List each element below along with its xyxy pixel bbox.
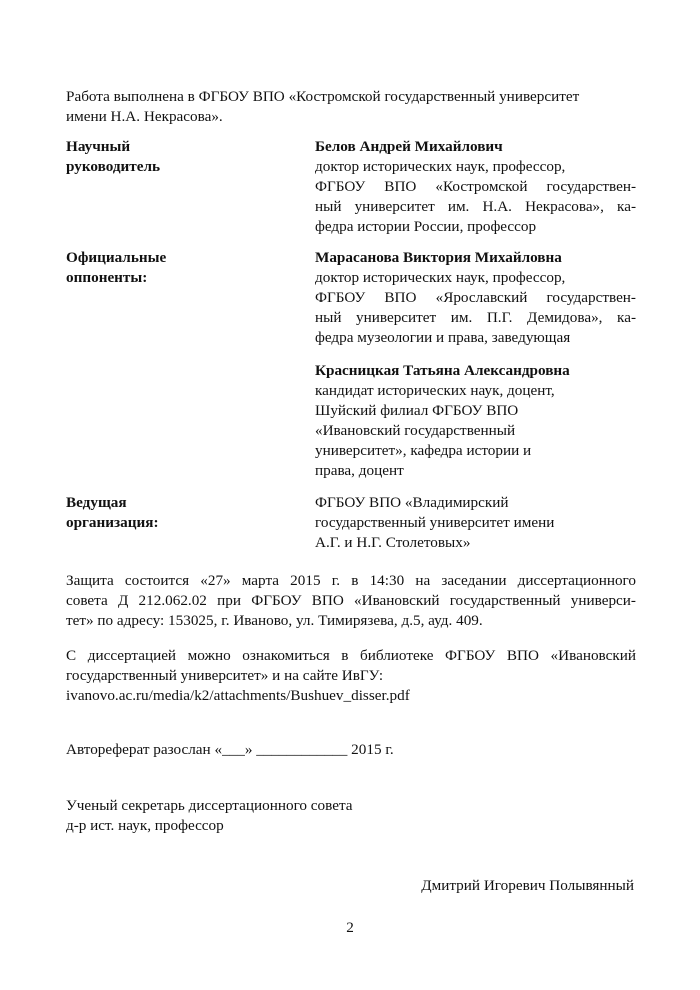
intro-paragraph <box>66 87 636 127</box>
supervisor-info <box>315 137 636 237</box>
page-number: 2 <box>346 919 354 936</box>
lead-org-info <box>315 493 636 553</box>
library-url: ivanovo.ac.ru/media/k2/attachments/Bushuev_disser.pdf <box>66 687 410 704</box>
sent-text: Автореферат разослан «___» ____________ 2015 г. <box>66 741 394 758</box>
sent-line <box>66 740 636 760</box>
opponent-2-info <box>315 361 636 481</box>
supervisor-line: доктор исторических наук, профессор, <box>315 158 566 175</box>
label-line: Научный <box>66 138 131 155</box>
opponent-2-name: Красницкая Татьяна Александровна <box>315 362 570 379</box>
supervisor-line: ный университет им. Н.А. Некрасова», ка- <box>315 198 636 215</box>
defense-line: Защита состоится «27» марта 2015 г. в 14:30 на заседании диссертационного <box>66 572 636 589</box>
opponent-2-line: кандидат исторических наук, доцент, <box>315 382 555 399</box>
defense-line: тет» по адресу: 153025, г. Иваново, ул. Тимирязева, д.5, ауд. 409. <box>66 612 483 629</box>
library-paragraph <box>66 646 636 706</box>
opponent-1-line: доктор исторических наук, профессор, <box>315 269 566 286</box>
opponent-1-info <box>315 248 636 348</box>
label-line: Ведущая <box>66 494 127 511</box>
defense-line: совета Д 212.062.02 при ФГБОУ ВПО «Ивановский государственный универси- <box>66 592 636 609</box>
opponent-2-line: университет», кафедра истории и <box>315 442 532 459</box>
library-line: С диссертацией можно ознакомиться в библиотеке ФГБОУ ВПО «Ивановский <box>66 647 636 664</box>
secretary-block <box>66 796 636 836</box>
label-line: оппоненты: <box>66 269 148 286</box>
opponent-1-line: ный университет им. П.Г. Демидова», ка- <box>315 309 636 326</box>
secretary-title: Ученый секретарь диссертационного совета <box>66 797 353 814</box>
label-line: организация: <box>66 514 159 531</box>
supervisor-line: федра истории России, профессор <box>315 218 537 235</box>
defense-paragraph <box>66 571 636 631</box>
secretary-name: Дмитрий Игоревич Полывянный <box>421 877 634 894</box>
supervisor-line: ФГБОУ ВПО «Костромской государствен- <box>315 178 636 195</box>
lead-org-line: ФГБОУ ВПО «Владимирский <box>315 494 509 511</box>
intro-line: Работа выполнена в ФГБОУ ВПО «Костромской государственный университет <box>66 88 580 105</box>
opponent-1-line: федра музеологии и права, заведующая <box>315 329 571 346</box>
opponent-1-line: ФГБОУ ВПО «Ярославский государствен- <box>315 289 636 306</box>
intro-line: имени Н.А. Некрасова». <box>66 108 223 125</box>
lead-org-line: А.Г. и Н.Г. Столетовых» <box>315 534 471 551</box>
lead-org-label <box>66 493 296 533</box>
library-line: государственный университет» и на сайте ИвГУ: <box>66 667 384 684</box>
supervisor-name: Белов Андрей Михайлович <box>315 138 503 155</box>
label-line: Официальные <box>66 249 167 266</box>
opponent-1-name: Марасанова Виктория Михайловна <box>315 249 562 266</box>
opponents-label <box>66 248 296 288</box>
secretary-degree: д-р ист. наук, профессор <box>66 817 224 834</box>
opponent-2-line: права, доцент <box>315 462 404 479</box>
opponent-2-line: «Ивановский государственный <box>315 422 516 439</box>
supervisor-label <box>66 137 296 177</box>
lead-org-line: государственный университет имени <box>315 514 555 531</box>
opponent-2-line: Шуйский филиал ФГБОУ ВПО <box>315 402 519 419</box>
label-line: руководитель <box>66 158 161 175</box>
